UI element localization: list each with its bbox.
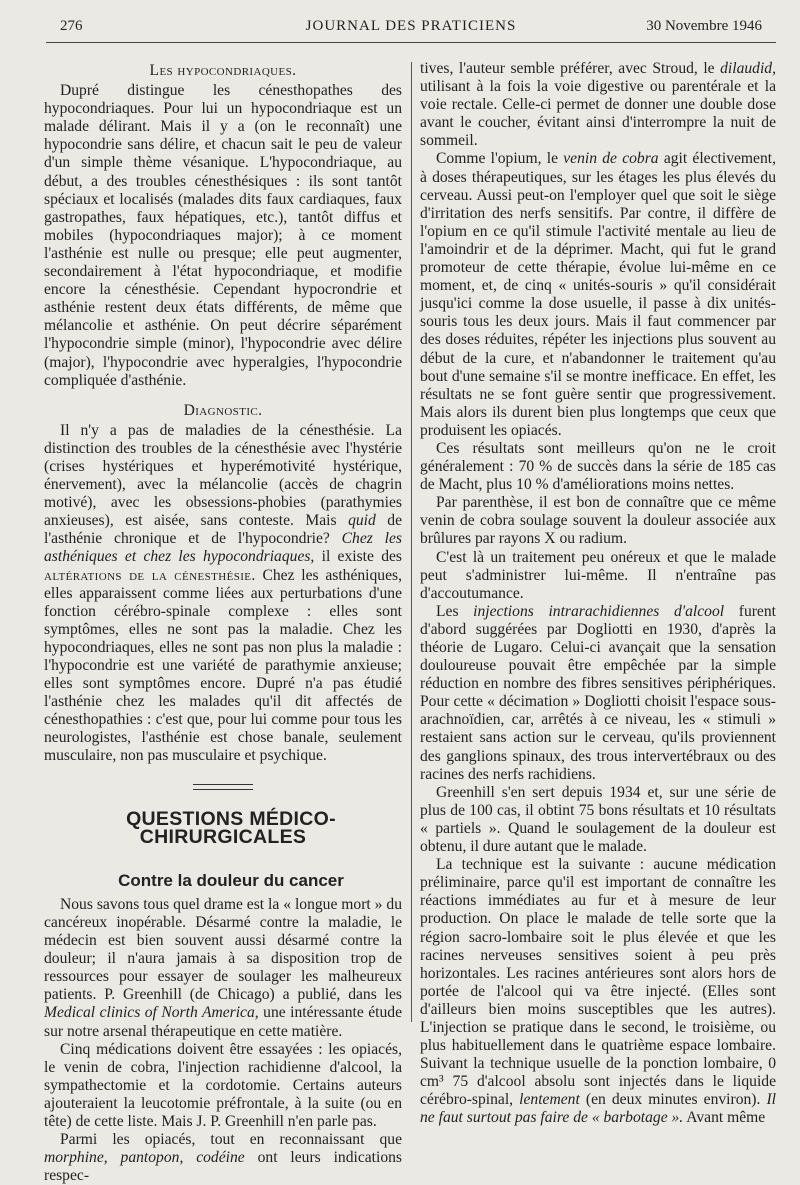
article-paragraph-3: Parmi les opiacés, tout en reconnaissant que morphine, pantopon, codéine ont leurs indications respec- [44, 1131, 403, 1185]
right-paragraph-3: Ces résultats sont meilleurs qu'on ne le croit généralement : 70 % de succès dans la série de 185 cas de Macht, plus 10 % d'améliorations moins nettes. [420, 439, 776, 494]
right-paragraph-7: Greenhill s'en sert depuis 1934 et, sur une série de plus de 100 cas, il obtint 75 bons résultats et 10 résultats « partiels ». Quand le soulagement de la douleur est obtenu, il dure autant que le malade. [420, 783, 776, 856]
right-paragraph-5: C'est là un traitement peu onéreux et que le malade peut s'administrer lui-même. Il n'entraîne pas d'accoutumance. [420, 548, 776, 602]
right-paragraph-4: Par parenthèse, il est bon de connaître que ce même venin de cobra soulage souvent la douleur associée aux brûlures par rayons X ou radium. [420, 494, 776, 548]
column-divider [411, 62, 412, 1022]
diagnostic-paragraph: Il n'y a pas de maladies de la cénesthésie. La distinction des troubles de la cénesthésie avec l'hystérie (crises hystériques et hyperémotivité hystérique, énervement), avec la mélancolie (accès de chagrin motivé), avec les obsessions-phobies (parathymies anxieuses), est aisée, sans conteste. Mais quid de l'asthénie chronique et de l'hypocondrie? Chez les asthéniques et chez les hypocondriaques, il existe des altérations de la cénesthésie. Chez les asthéniques, elles apparaissent comme liées aux perturbations d'une fonction cérébro-spinale complexe : elles sont symptômes, elles ne sont pas la maladie. Chez les hypocondriaques, elles ne sont pas non plus la maladie : l'hypocondrie est une variété de parathymie anxieuse; elles sont symptômes encore. Dupré n'a pas étudié l'asthénie chez les malades qu'il dit affectés de cénesthopathies : c'est que, pour lui comme pour tous les neurologistes, l'asthénie est chose banale, seulement musculaire, non pas musculaire et psychique. [44, 421, 403, 765]
right-paragraph-8: La technique est la suivante : aucune médication préliminaire, parce qu'il est important de connaître les réactions immédiates au fur et à mesure de leur production. On place le malade de telle sorte que la région sacro-lombaire soit le plus élevée et que les racines nerveuses sensitives soient à peu près horizontales. Les racines antérieures sont alors hors de portée de l'alcool qui va être injecté. (Elles sont d'ailleurs bien moins susceptibles que les autres). L'injection se pratique dans le second, le troisième, ou plus habituellement dans le quatrième espace lombaire. Suivant la technique usuelle de la ponction lombaire, 0 cm³ 75 d'alcool absolu sont injectés dans le liquide cérébro-spinal, lentement (en deux minutes environ). Il ne faut surtout pas faire de « barbotage ». Avant même [420, 856, 777, 1127]
right-paragraph-1: tives, l'auteur semble préférer, avec Stroud, le dilaudid, utilisant à la fois la voie digestive ou parentérale et la voie rectale. Celle-ci permet de donner une double dose avant le coucher, évitant ainsi d'interrompre la nuit de sommeil. [420, 60, 776, 150]
section-title: QUESTIONS MÉDICO-CHIRURGICALES [126, 807, 336, 848]
article-paragraph-1: Nous savons tous quel drame est la « longue mort » du cancéreux inopérable. Désarmé contre la maladie, le médecin est bien souvent aussi désarmé contre la douleur; il n'aura jamais à sa disposition trop de ressources pour essayer de soulager les malheureux patients. P. Greenhill (de Chicago) a publié, dans les Medical clinics of North America, une intéressante étude sur notre arsenal thérapeutique en cette matière. [44, 895, 402, 1040]
article-title: Contre la douleur du cancer [118, 870, 344, 890]
right-column [420, 60, 776, 1128]
header-rule [46, 42, 776, 43]
page-number: 276 [60, 18, 83, 34]
right-paragraph-2: Comme l'opium, le venin de cobra agit électivement, à doses thérapeutiques, sur les étages les plus élevés du cerveau. Aussi peut-on l'employer quel que soit le siège d'irritation des nerfs sensitifs. Par contre, il diffère de l'opium en ce qu'il stimule l'activité mentale au lieu de l'amoindrir et de la déprimer. Macht, qui fut le grand promoteur de cette thérapie, évolue lui-même en ce moment, et, de cinq « unités-souris » qu'il considérait jusqu'ici comme la dose usuelle, il passe à dix unités-souris tous les deux jours. Mais il faut commencer par des doses réduites, répéter les injections plus souvent au début de la cure, et n'abandonner le traitement qu'au bout d'une semaine s'il se montre inefficace. En effet, les résultats ne se font guère sentir que progressivement. Mais alors ils durent bien plus longtemps que ceux que produisent les opiacés. [420, 150, 776, 439]
diagnostic-heading: Diagnostic. [183, 401, 263, 419]
left-column [44, 60, 402, 1185]
article-paragraph-2: Cinq médications doivent être essayées : les opiacés, le venin de cobra, l'injection rachidienne d'alcool, la sympathectomie et la cordotomie. Certains auteurs ajouteraient la leucotomie préfrontale, à la suite (ou en tête) de cette liste. Mais J. P. Greenhill n'en parle pas. [44, 1040, 402, 1130]
right-paragraph-6: Les injections intrarachidiennes d'alcool furent d'abord suggérées par Dogliotti en 1930, d'après la théorie de Lugaro. Celui-ci avançait que la sensation douloureuse pouvait être empêchée par la simple réduction en nombre des fibres sensitives périphériques. Pour cette « décimation » Dogliotti choisit l'espace sous-arachnoïdien, car, arrêtés à ce niveau, les « stimuli » restaient sans action sur le cerveau, qu'ils proviennent des ganglions spinaux, des trous intervertébraux ou des racines des nerfs rachidiens. [420, 602, 776, 783]
issue-date: 30 Novembre 1946 [646, 18, 762, 34]
hypocondriaques-heading: Les hypocondriaques. [149, 62, 297, 79]
section-divider [193, 784, 253, 790]
hypocondriaques-paragraph: Dupré distingue les cénesthopathes des hypocondriaques. Pour lui un hypocondriaque est un malade délirant. Mais il y a (on le reconnaît) une hypocondrie sans délire, et chacun sait le peu de valeur d'un simple thème vésanique. L'hypocondriaque, au début, a des troubles cénesthésiques : ils sont tantôt spéciaux et localisés (malades dits faux cardiaques, faux gastropathes, faux hépatiques, etc.), tantôt diffus et mobiles (hypocondriaques major); à ce moment l'asthénie est nulle ou presque; elle peut augmenter, secondairement à l'état hypocondriaque, et modifie encore la cénesthésie. Cependant hypocrondrie et asthénie restent deux états différents, de même que mélancolie et asthénie. On peut décrire séparément l'hypocondrie simple (minor), l'hypocondrie avec délire (major), l'hypocondrie avec hyperalgies, l'hypocondrie compliquée d'asthénie. [44, 82, 402, 389]
page-header [60, 18, 762, 40]
journal-title: JOURNAL DES PRATICIENS [305, 18, 517, 34]
